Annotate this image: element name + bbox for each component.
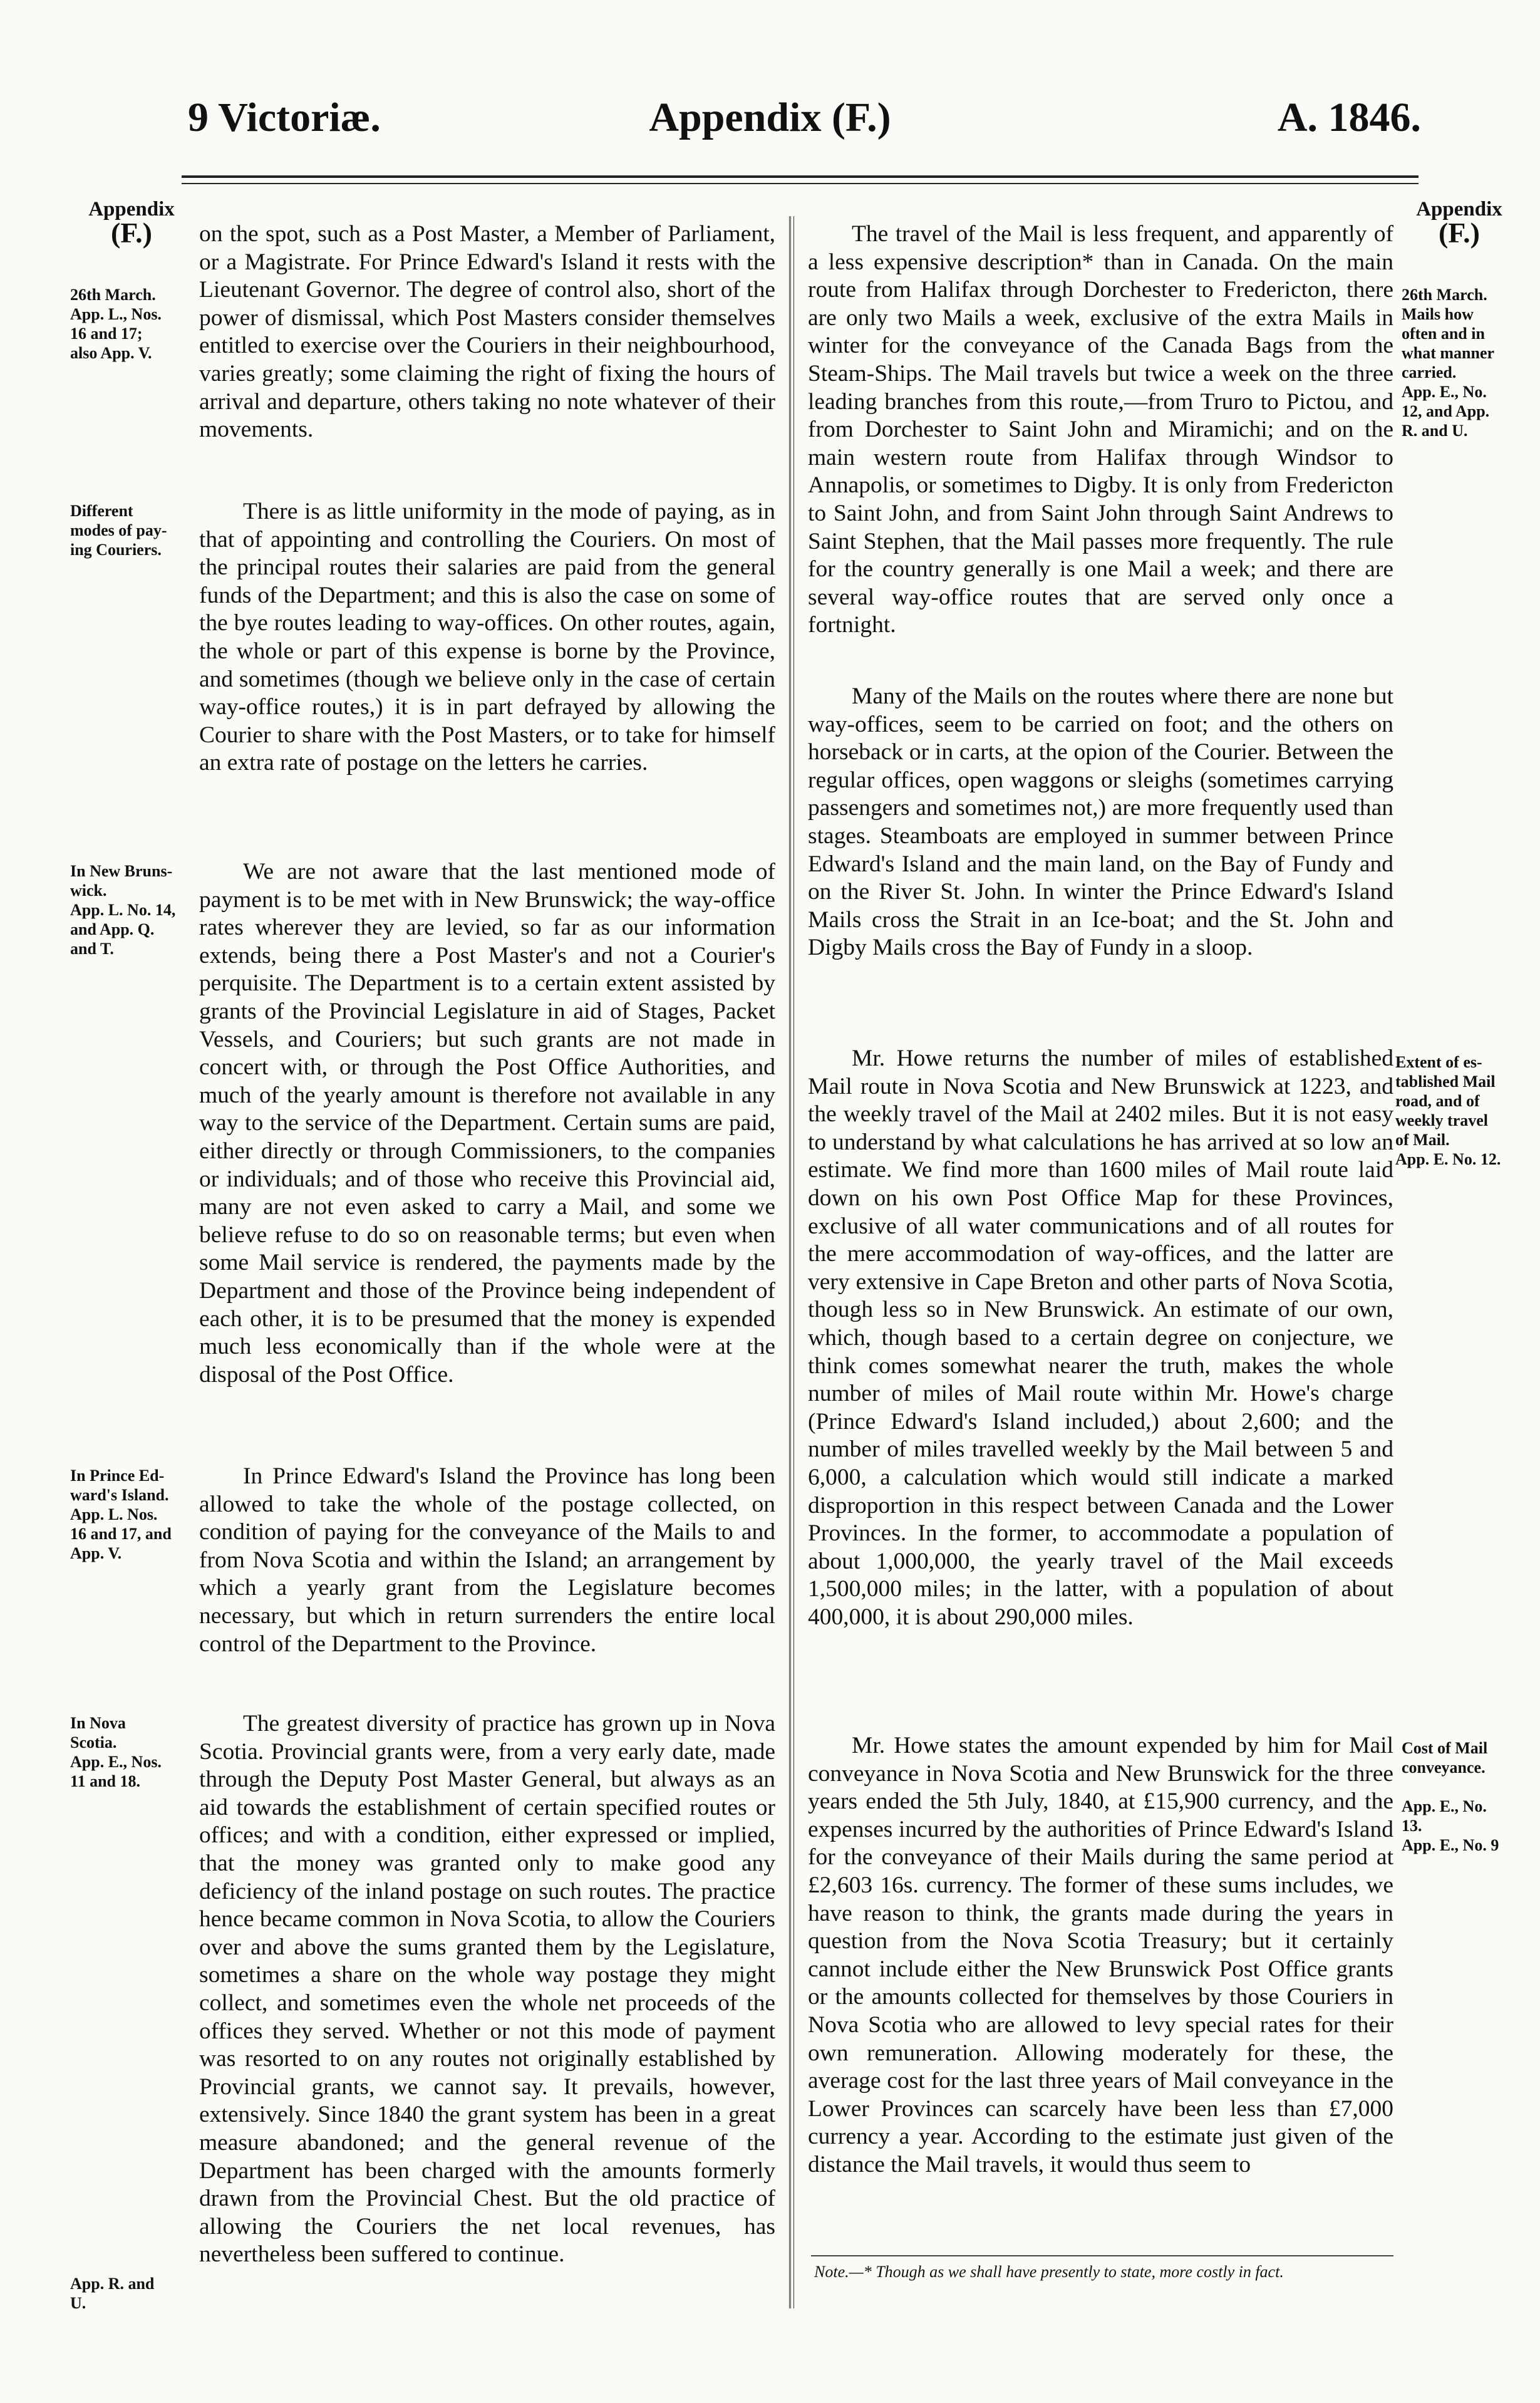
left-paragraph-5: The greatest diversity of practice has grown up in Nova Scotia. Provincial grants were, from a very early date, made through the Deputy Post Master General, but always as an aid towards the establishment of certain specified routes or offices; and with a condition, either expressed or implied, that the money was granted only to make good any deficiency of the inland postage on such routes. The practice hence became common in Nova Scotia, to allow the Couriers over and above the sums granted them by the Legislature, sometimes a share on the whole way postage they might collect, and sometimes even the whole net proceeds of the offices they served. Whether or not this mode of payment was resorted to on any routes not originally established by Provincial grants, we cannot say. It prevails, however, extensively. Since 1840 the grant system has been in a great measure abandoned; and the general revenue of the Department has been charged with the amounts formerly drawn from the Provincial Chest. But the old practice of allowing the Couriers the net local revenues, has nevertheless been suffered to continue. bbox=[199, 1711, 775, 2268]
right-appendix-label: Appendix (F.) bbox=[1416, 198, 1502, 249]
margin-note-new-brunswick: In New Bruns- wick. App. L. No. 14, and App. Q. and T. bbox=[70, 862, 176, 958]
left-paragraph-4: In Prince Edward's Island the Province has long been allowed to take the whole of the postage collected, on condition of paying for the conveyance of the Mails to and from Nova Scotia and within the Island; an arrangement by which a yearly grant from the Legislature becomes necessary, but which in return surrenders the entire local control of the Department to the Province. bbox=[199, 1463, 775, 1657]
column-divider bbox=[789, 216, 794, 2308]
margin-note-date-right: 26th March. Mails how often and in what manner carried. App. E., No. 12, and App. R. and U. bbox=[1402, 286, 1495, 440]
session-label: 9 Victoriæ. bbox=[188, 95, 381, 140]
margin-note-cost: Cost of Mail conveyance. App. E., No. 13. App. E., No. 9 bbox=[1402, 1739, 1499, 1854]
footnote-rule bbox=[811, 2255, 1393, 2256]
header-rule-thin bbox=[182, 183, 1419, 184]
right-paragraph-2: Many of the Mails on the routes where there are none but way-offices, seem to be carried on foot; and the others on horseback or in carts, at the opion of the Courier. Between the regular offices, open waggons or sleighs (sometimes carrying passengers and sometimes not,) are more frequently used than stages. Steamboats are employed in summer between Prince Edward's Island and the main land, on the Bay of Fundy and on the River St. John. In winter the Prince Edward's Island Mails cross the Strait in an Ice-boat; and the St. John and Digby Mails cross the Bay of Fundy in a sloop. bbox=[808, 683, 1393, 961]
margin-note-pei: In Prince Ed- ward's Island. App. L. Nos. 16 and 17, and App. V. bbox=[70, 1466, 172, 1562]
left-paragraph-3: We are not aware that the last mentioned mode of payment is to be met with in New Brunswick; the way-office rates wherever they are levied, so far as our information extends, being there a Post Master's and not a Courier's perquisite. The Department is to a certain extent assisted by grants of the Provincial Legislature in aid of Stages, Packet Vessels, and Couriers; but such grants are not made in concert with, or through the Post Office Authorities, and much of the yearly amount is therefore not available in any way to the service of the Department. Certain sums are paid, either directly or through Commissioners, to the companies or individuals; and of those who receive this Provincial aid, many are not even asked to carry a Mail, and some we believe refuse to do so on reasonable terms; but even when some Mail service is rendered, the payments made by the Department and those of the Province being independent of each other, it is to be presumed that the money is expended much less economically than if the whole were at the disposal of the Post Office. bbox=[199, 859, 775, 1388]
margin-note-extent: Extent of es- tablished Mail road, and of weekly travel of Mail. App. E. No. 12. bbox=[1395, 1053, 1501, 1168]
page-title: Appendix (F.) bbox=[649, 95, 891, 140]
margin-note-nova-scotia: In Nova Scotia. App. E., Nos. 11 and 18. bbox=[70, 1714, 162, 1790]
margin-note-date-left: 26th March. App. L., Nos. 16 and 17; also App. V. bbox=[70, 286, 162, 362]
margin-note-app-r: App. R. and U. bbox=[70, 2275, 155, 2312]
page-header bbox=[0, 94, 1540, 157]
right-paragraph-1: The travel of the Mail is less frequent, and apparently of a less expensive description* than in Canada. On the main route from Halifax through Dorchester to Fredericton, there are only two Mails a week, exclusive of the extra Mails in winter for the conveyance of the Canada Bags from the Steam-Ships. The Mail travels but twice a week on the three leading branches from this route,—from Truro to Pictou, and from Dorchester to Saint John and Miramichi; and on the main western route from Halifax through Windsor to Annapolis, or sometimes to Digby. It is only from Fredericton to Saint John, and from Saint John through Saint Andrews to Saint Stephen, that the Mail passes more frequently. The rule for the country generally is one Mail a week; and there are several way-office routes that are served only once a fortnight. bbox=[808, 221, 1393, 638]
left-paragraph-1: on the spot, such as a Post Master, a Member of Parliament, or a Magistrate. For Prince Edward's Island it rests with the Lieutenant Governor. The degree of control also, short of the power of dismissal, which Post Masters consider themselves entitled to exercise over the Couriers in their neighbourhood, varies greatly; some claiming the right of fixing the hours of arrival and departure, others taking no note whatever of their movements. bbox=[199, 221, 775, 443]
left-paragraph-2: There is as little uniformity in the mode of paying, as in that of appointing and controlling the Couriers. On most of the principal routes their salaries are paid from the general funds of the Department; and this is also the case on some of the bye routes leading to way-offices. On other routes, again, the whole or part of this expense is borne by the Province, and sometimes (though we believe only in the case of certain way-office routes,) it is in part defrayed by allowing the Courier to share with the Post Masters, or to take for himself an extra rate of postage on the letters he carries. bbox=[199, 499, 775, 776]
margin-note-modes: Different modes of pay- ing Couriers. bbox=[70, 502, 167, 559]
footnote: Note.—* Though as we shall have presently to state, more costly in fact. bbox=[814, 2263, 1284, 2281]
year-label: A. 1846. bbox=[1277, 95, 1421, 140]
right-paragraph-3: Mr. Howe returns the number of miles of established Mail route in Nova Scotia and New Brunswick at 1223, and the weekly travel of the Mail at 2402 miles. But it is not easy to understand by what calculations he has arrived at so low an estimate. We find more than 1600 miles of Mail route laid down on his own Post Office Map for these Provinces, exclusive of all water communications and of all routes for the mere accommodation of way-offices, and the latter are very extensive in Cape Breton and other parts of Nova Scotia, though less so in New Brunswick. An estimate of our own, which, though based to a certain degree on conjecture, we think comes somewhat nearer the truth, makes the whole number of miles of Mail route within Mr. Howe's charge (Prince Edward's Island included,) about 2,600; and the number of miles travelled weekly by the Mail between 5 and 6,000, a calculation which would still indicate a marked disproportion in this respect between Canada and the Lower Provinces. In the former, to accommodate a population of about 1,000,000, the yearly travel of the Mail exceeds 1,500,000 miles; in the latter, with a population of about 400,000, it is about 290,000 miles. bbox=[808, 1046, 1393, 1630]
left-appendix-label: Appendix (F.) bbox=[88, 198, 175, 249]
header-rule bbox=[182, 175, 1419, 178]
right-paragraph-4: Mr. Howe states the amount expended by him for Mail conveyance in Nova Scotia and New Brunswick for the three years ended the 5th July, 1840, at £15,900 currency, and the expenses incurred by the authorities of Prince Edward's Island for the conveyance of their Mails during the same period at £2,603 16s. currency. The former of these sums includes, we have reason to think, the grants made during the years in question from the Nova Scotia Treasury; but it certainly cannot include either the New Brunswick Post Office grants or the amounts collected for themselves by those Couriers in Nova Scotia who are allowed to levy special rates for their own remuneration. Allowing moderately for these, the average cost for the last three years of Mail conveyance in the Lower Provinces can scarcely have been less than £7,000 currency a year. According to the estimate just given of the distance the Mail travels, it would thus seem to bbox=[808, 1733, 1393, 2177]
